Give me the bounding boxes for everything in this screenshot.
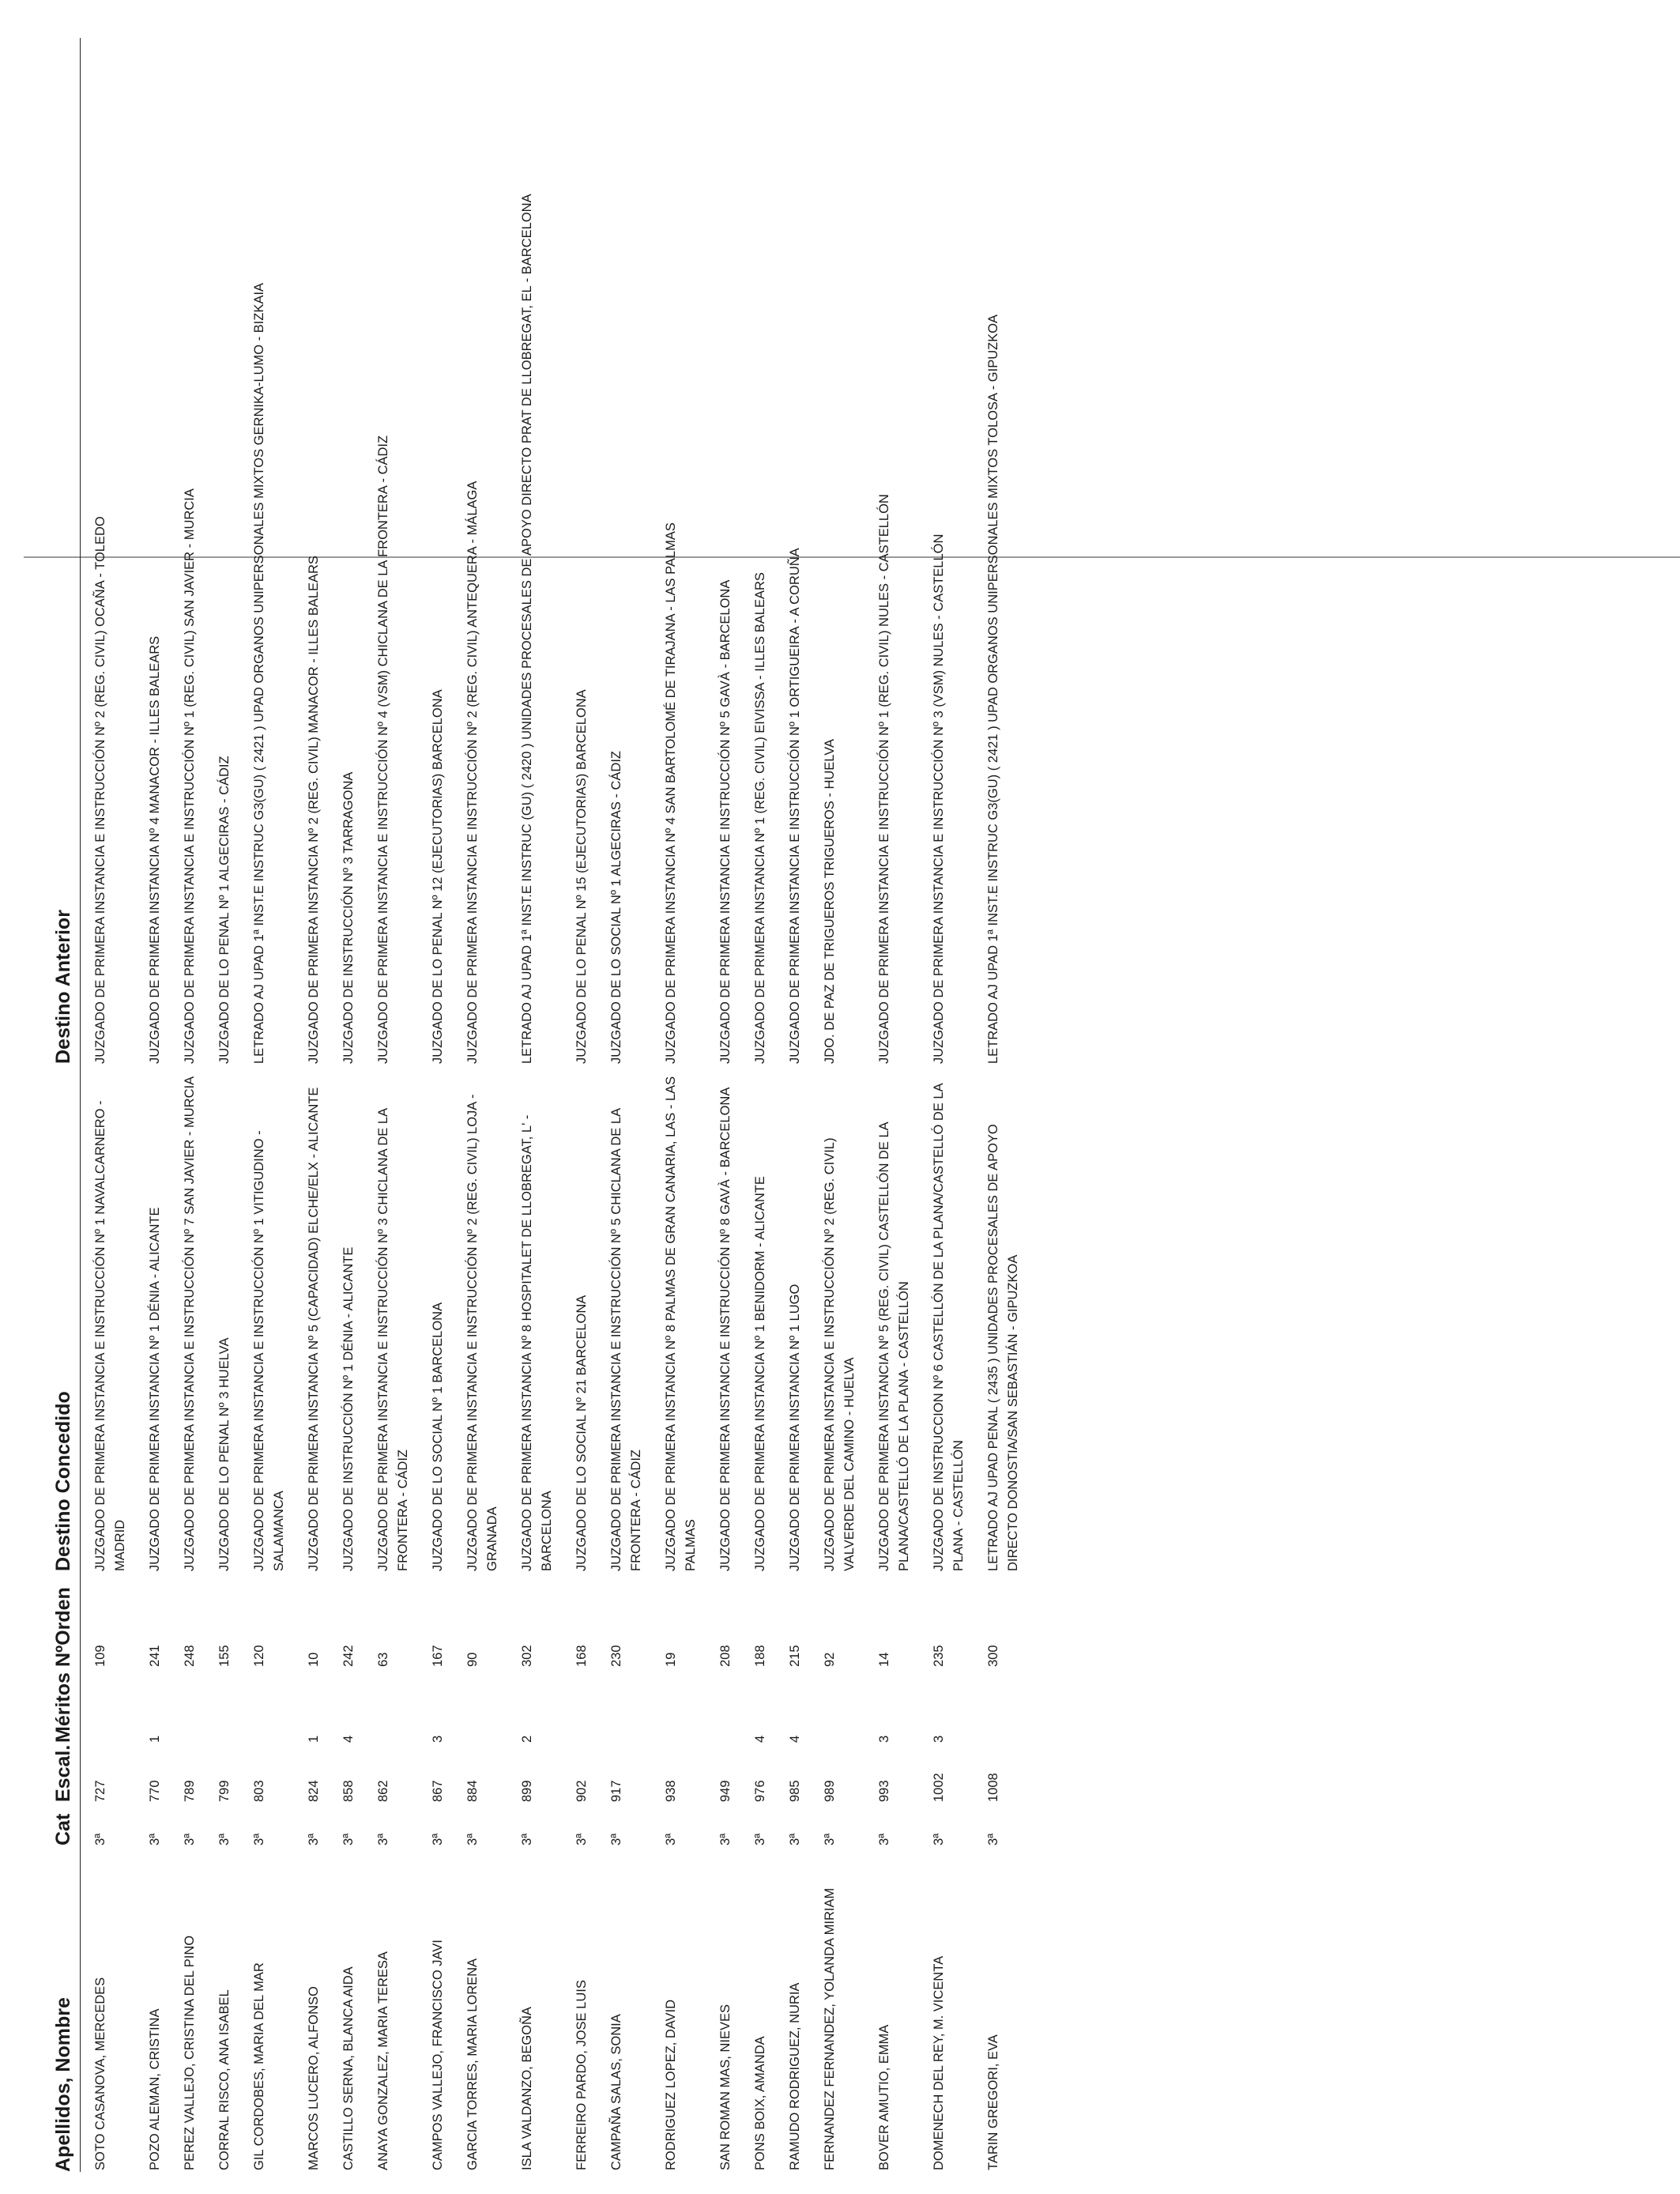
cell-orden: 168 <box>574 1645 589 1667</box>
cell-name: POZO ALEMAN, CRISTINA <box>148 2008 162 2170</box>
cell-destino-anterior: LETRADO AJ UPAD 1ª INST.E INSTRUC G3(GU) ( 2421 ) UPAD ORGANOS UNIPERSONALES MIXTOS GERNIKA-LUMO - BIZKAIA <box>252 282 266 1064</box>
cell-meritos <box>812 1667 867 1743</box>
cell-cat: 3ª <box>252 1833 266 1845</box>
cell-cat: 3ª <box>520 1833 534 1845</box>
table-row <box>137 38 172 2172</box>
cell-orden: 302 <box>520 1645 534 1667</box>
cell-name: CAMPOS VALLEJO, FRANCISCO JAVI <box>431 1940 445 2170</box>
cell-name: ANAYA GONZALEZ, MARIA TERESA <box>376 1951 390 2170</box>
cell-orden: 120 <box>252 1645 266 1667</box>
cell-cat: 3ª <box>217 1833 232 1845</box>
cell-name: PONS BOIX, AMANDA <box>753 2036 767 2170</box>
cell-meritos <box>207 1667 242 1743</box>
cell-orden: 155 <box>217 1645 232 1667</box>
cell-escal: 770 <box>148 1780 162 1802</box>
cell-destino-anterior: JUZGADO DE PRIMERA INSTANCIA E INSTRUCCIÓN Nº 1 (REG. CIVIL) NULES - CASTELLÓN <box>877 494 891 1064</box>
cell-cat: 3ª <box>148 1833 162 1845</box>
cell-orden: 242 <box>341 1645 356 1667</box>
cell-cat: 3ª <box>465 1833 480 1845</box>
cell-escal: 1008 <box>986 1773 1000 1802</box>
cell-cat: 3ª <box>376 1833 390 1845</box>
cell-cat: 3ª <box>877 1833 891 1845</box>
cell-escal: 993 <box>877 1780 891 1802</box>
cell-destino-concedido: JUZGADO DE INSTRUCCIÓN Nº 1 DÉNIA - ALICANTE <box>341 1246 356 1571</box>
table-row <box>296 38 331 2172</box>
cell-name: CORRAL RISCO, ANA ISABEL <box>217 1989 232 2170</box>
cell-name: ISLA VALDANZO, BEGOÑA <box>520 2007 534 2170</box>
cell-destino-concedido: LETRADO AJ UPAD PENAL ( 2435 ) UNIDADES PROCESALES DE APOYO DIRECTO DONOSTIA/SAN SEBASTIÁN - GIPUZKOA <box>986 1124 1020 1571</box>
cell-escal: 985 <box>788 1780 802 1802</box>
cell-orden: 208 <box>718 1645 733 1667</box>
cell-name: GARCIA TORRES, MARIA LORENA <box>465 1958 480 2170</box>
cell-cat: 3ª <box>932 1833 946 1845</box>
cell-cat: 3ª <box>341 1833 356 1845</box>
cell-meritos <box>976 1667 1030 1743</box>
cell-cat: 3ª <box>753 1833 767 1845</box>
cell-cat: 3ª <box>986 1833 1000 1845</box>
cell-destino-anterior: JUZGADO DE PRIMERA INSTANCIA Nº 2 (REG. CIVIL) MANACOR - ILLES BALEARS <box>307 556 321 1064</box>
cell-orden: 10 <box>307 1652 321 1667</box>
cell-destino-concedido: JUZGADO DE INSTRUCCION Nº 6 CASTELLÓN DE LA PLANA/CASTELLÓ DE LA PLANA - CASTELLÓN <box>932 1084 966 1571</box>
cell-cat: 3ª <box>609 1833 623 1845</box>
document-body <box>52 38 1030 2172</box>
cell-destino-concedido: JUZGADO DE PRIMERA INSTANCIA E INSTRUCCIÓN Nº 8 GAVÀ - BARCELONA <box>718 1087 733 1571</box>
cell-name: BOVER AMUTIO, EMMA <box>877 2024 891 2170</box>
cell-destino-concedido: JUZGADO DE PRIMERA INSTANCIA Nº 1 DÉNIA - ALICANTE <box>148 1207 162 1571</box>
cell-destino-anterior: JDO. DE PAZ DE TRIGUEROS TRIGUEROS - HUELVA <box>823 738 837 1064</box>
cell-destino-concedido: JUZGADO DE LO SOCIAL Nº 1 BARCELONA <box>431 1302 445 1571</box>
cell-escal: 902 <box>574 1780 589 1802</box>
cell-meritos: 3 <box>431 1735 445 1743</box>
cell-orden: 92 <box>823 1652 837 1667</box>
table-row <box>366 38 420 2172</box>
cell-orden: 109 <box>93 1645 107 1667</box>
cell-destino-anterior: JUZGADO DE PRIMERA INSTANCIA Nº 1 (REG. CIVIL) EIVISSA - ILLES BALEARS <box>753 572 767 1064</box>
table-row <box>331 38 366 2172</box>
cell-destino-concedido: JUZGADO DE PRIMERA INSTANCIA E INSTRUCCIÓN Nº 1 NAVALCARNERO - MADRID <box>93 1100 127 1571</box>
cell-meritos: 1 <box>307 1735 321 1743</box>
cell-cat: 3ª <box>718 1833 733 1845</box>
cell-cat: 3ª <box>431 1833 445 1845</box>
table-row <box>743 38 778 2172</box>
cell-meritos <box>654 1667 708 1743</box>
cell-escal: 899 <box>520 1780 534 1802</box>
table-body <box>81 38 1031 2172</box>
table-row <box>778 38 812 2172</box>
cell-destino-anterior: JUZGADO DE LO SOCIAL Nº 1 ALGECIRAS - CÁDIZ <box>609 751 623 1064</box>
cell-orden: 14 <box>877 1652 891 1667</box>
cell-destino-concedido: JUZGADO DE PRIMERA INSTANCIA Nº 5 (CAPACIDAD) ELCHE/ELX - ALICANTE <box>307 1087 321 1571</box>
cell-destino-concedido: JUZGADO DE PRIMERA INSTANCIA Nº 8 PALMAS DE GRAN CANARIA, LAS - LAS PALMAS <box>664 1076 698 1571</box>
col-header-orden: NºOrden <box>52 1571 81 1667</box>
cell-destino-anterior: JUZGADO DE PRIMERA INSTANCIA E INSTRUCCIÓN Nº 3 (VSM) NULES - CASTELLÓN <box>932 533 946 1064</box>
cell-cat: 3ª <box>93 1833 107 1845</box>
cell-meritos <box>599 1667 654 1743</box>
cell-destino-anterior: JUZGADO DE PRIMERA INSTANCIA E INSTRUCCIÓN Nº 1 (REG. CIVIL) SAN JAVIER - MURCIA <box>183 488 197 1064</box>
cell-escal: 938 <box>664 1780 678 1802</box>
cell-destino-anterior: JUZGADO DE PRIMERA INSTANCIA E INSTRUCCIÓN Nº 4 (VSM) CHICLANA DE LA FRONTERA - CÁDIZ <box>376 435 390 1064</box>
cell-destino-anterior: JUZGADO DE PRIMERA INSTANCIA Nº 4 SAN BARTOLOMÉ DE TIRAJANA - LAS PALMAS <box>664 522 678 1064</box>
cell-destino-anterior: LETRADO AJ UPAD 1ª INST.E INSTRUC G3(GU) ( 2421 ) UPAD ORGANOS UNIPERSONALES MIXTOS TOLOSA - GIPUZKOA <box>986 314 1000 1064</box>
cell-orden: 241 <box>148 1645 162 1667</box>
cell-destino-concedido: JUZGADO DE PRIMERA INSTANCIA E INSTRUCCIÓN Nº 2 (REG. CIVIL) VALVERDE DEL CAMINO - HUELVA <box>823 1137 857 1571</box>
cell-orden: 230 <box>609 1645 623 1667</box>
cell-meritos: 4 <box>753 1735 767 1743</box>
cell-destino-anterior: JUZGADO DE PRIMERA INSTANCIA Nº 4 MANACOR - ILLES BALEARS <box>148 635 162 1064</box>
cell-name: FERNANDEZ FERNANDEZ, YOLANDA MIRIAM <box>823 1887 837 2170</box>
cell-meritos: 3 <box>877 1735 891 1743</box>
cell-name: SAN ROMAN MAS, NIEVES <box>718 2004 733 2170</box>
cell-orden: 215 <box>788 1645 802 1667</box>
cell-destino-concedido: JUZGADO DE PRIMERA INSTANCIA Nº 1 LUGO <box>788 1284 802 1571</box>
cell-meritos <box>564 1667 599 1743</box>
cell-name: PEREZ VALLEJO, CRISTINA DEL PINO <box>183 1935 197 2170</box>
cell-name: TARIN GREGORI, EVA <box>986 2034 1000 2170</box>
cell-destino-concedido: JUZGADO DE PRIMERA INSTANCIA E INSTRUCCIÓN Nº 7 SAN JAVIER - MURCIA <box>183 1076 197 1571</box>
cell-destino-anterior: LETRADO AJ UPAD 1ª INST.E INSTRUC (GU) ( 2420 ) UNIDADES PROCESALES DE APOYO DIRECTO PRAT DE LLOBREGAT, EL - BARCELONA <box>520 194 534 1064</box>
cell-destino-concedido: JUZGADO DE PRIMERA INSTANCIA Nº 8 HOSPITALET DE LLOBREGAT, L' - BARCELONA <box>520 1114 554 1571</box>
cell-meritos <box>366 1667 420 1743</box>
cell-meritos <box>242 1667 296 1743</box>
cell-destino-anterior: JUZGADO DE INSTRUCCIÓN Nº 3 TARRAGONA <box>341 771 356 1064</box>
table-row <box>976 38 1030 2172</box>
cell-escal: 799 <box>217 1780 232 1802</box>
cell-cat: 3ª <box>823 1833 837 1845</box>
cell-escal: 862 <box>376 1780 390 1802</box>
cell-cat: 3ª <box>183 1833 197 1845</box>
cell-escal: 789 <box>183 1780 197 1802</box>
table-row <box>708 38 743 2172</box>
table-row <box>81 38 138 2172</box>
cell-destino-anterior: JUZGADO DE LO PENAL Nº 1 ALGECIRAS - CÁDIZ <box>217 756 232 1064</box>
cell-orden: 300 <box>986 1645 1000 1667</box>
cell-meritos <box>81 1667 138 1743</box>
cell-escal: 1002 <box>932 1773 946 1802</box>
col-header-meritos: Méritos <box>52 1667 81 1743</box>
cell-meritos: 4 <box>341 1735 356 1743</box>
cell-meritos: 3 <box>932 1735 946 1743</box>
cell-destino-concedido: JUZGADO DE PRIMERA INSTANCIA E INSTRUCCIÓN Nº 2 (REG. CIVIL) LOJA - GRANADA <box>465 1094 499 1571</box>
cell-name: FERREIRO PARDO, JOSE LUIS <box>574 1980 589 2170</box>
cell-orden: 248 <box>183 1645 197 1667</box>
cell-destino-concedido: JUZGADO DE PRIMERA INSTANCIA E INSTRUCCIÓN Nº 5 CHICLANA DE LA FRONTERA - CÁDIZ <box>609 1108 643 1571</box>
cell-name: CASTILLO SERNA, BLANCA AIDA <box>341 1966 356 2170</box>
cell-escal: 803 <box>252 1780 266 1802</box>
cell-meritos <box>708 1667 743 1743</box>
cell-cat: 3ª <box>307 1833 321 1845</box>
cell-orden: 90 <box>465 1652 480 1667</box>
cell-destino-anterior: JUZGADO DE PRIMERA INSTANCIA E INSTRUCCIÓN Nº 2 (REG. CIVIL) ANTEQUERA - MÁLAGA <box>465 481 480 1064</box>
col-header-destino-concedido: Destino Concedido <box>52 1064 81 1571</box>
cell-escal: 824 <box>307 1780 321 1802</box>
cell-cat: 3ª <box>664 1833 678 1845</box>
cell-escal: 949 <box>718 1780 733 1802</box>
cell-destino-concedido: JUZGADO DE PRIMERA INSTANCIA Nº 1 BENIDORM - ALICANTE <box>753 1176 767 1571</box>
table-row <box>867 38 921 2172</box>
cell-orden: 63 <box>376 1652 390 1667</box>
cell-destino-concedido: JUZGADO DE LO SOCIAL Nº 21 BARCELONA <box>574 1295 589 1571</box>
cell-name: CAMPAÑA SALAS, SONIA <box>609 2014 623 2170</box>
table-row <box>921 38 976 2172</box>
cell-name: MARCOS LUCERO, ALFONSO <box>307 1986 321 2170</box>
cell-orden: 167 <box>431 1645 445 1667</box>
cell-destino-anterior: JUZGADO DE LO PENAL Nº 15 (EJECUTORIAS) BARCELONA <box>574 689 589 1064</box>
cell-destino-anterior: JUZGADO DE PRIMERA INSTANCIA E INSTRUCCIÓN Nº 2 (REG. CIVIL) OCAÑA - TOLEDO <box>93 516 107 1064</box>
table-row <box>455 38 510 2172</box>
cell-escal: 884 <box>465 1780 480 1802</box>
cell-escal: 976 <box>753 1780 767 1802</box>
cell-meritos: 4 <box>788 1735 802 1743</box>
table-row <box>654 38 708 2172</box>
cell-meritos: 2 <box>520 1735 534 1743</box>
cell-name: SOTO CASANOVA, MERCEDES <box>93 1977 107 2170</box>
cell-name: RAMUDO RODRIGUEZ, NURIA <box>788 1982 802 2170</box>
destinations-table <box>52 38 1030 2172</box>
table-row <box>172 38 207 2172</box>
cell-orden: 19 <box>664 1652 678 1667</box>
cell-orden: 188 <box>753 1645 767 1667</box>
table-row <box>242 38 296 2172</box>
cell-destino-anterior: JUZGADO DE PRIMERA INSTANCIA E INSTRUCCIÓN Nº 5 GAVÀ - BARCELONA <box>718 579 733 1064</box>
cell-destino-anterior: JUZGADO DE LO PENAL Nº 12 (EJECUTORIAS) BARCELONA <box>431 689 445 1064</box>
col-header-destino-anterior: Destino Anterior <box>52 38 81 1064</box>
table-row <box>420 38 455 2172</box>
cell-orden: 235 <box>932 1645 946 1667</box>
table-row <box>564 38 599 2172</box>
table-row <box>510 38 564 2172</box>
cell-destino-concedido: JUZGADO DE LO PENAL Nº 3 HUELVA <box>217 1337 232 1571</box>
table-row <box>599 38 654 2172</box>
cell-destino-concedido: JUZGADO DE PRIMERA INSTANCIA Nº 5 (REG. CIVIL) CASTELLÓN DE LA PLANA/CASTELLÓ DE LA PLANA - CASTELLÓN <box>877 1122 911 1571</box>
cell-escal: 727 <box>93 1780 107 1802</box>
col-header-escal: Escal. <box>52 1743 81 1802</box>
col-header-cat: Cat <box>52 1802 81 1845</box>
cell-escal: 858 <box>341 1780 356 1802</box>
table-header-row <box>52 38 81 2172</box>
cell-meritos: 1 <box>148 1735 162 1743</box>
cell-escal: 867 <box>431 1780 445 1802</box>
col-header-name: Apellidos, Nombre <box>52 1845 81 2172</box>
table-row <box>812 38 867 2172</box>
cell-cat: 3ª <box>574 1833 589 1845</box>
cell-meritos <box>455 1667 510 1743</box>
cell-cat: 3ª <box>788 1833 802 1845</box>
cell-name: GIL CORDOBES, MARIA DEL MAR <box>252 1962 266 2170</box>
cell-escal: 917 <box>609 1780 623 1802</box>
cell-name: RODRIGUEZ LOPEZ, DAVID <box>664 1999 678 2170</box>
cell-destino-concedido: JUZGADO DE PRIMERA INSTANCIA E INSTRUCCIÓN Nº 3 CHICLANA DE LA FRONTERA - CÁDIZ <box>376 1108 410 1571</box>
cell-name: DOMENECH DEL REY, M. VICENTA <box>932 1955 946 2170</box>
table-row <box>207 38 242 2172</box>
cell-destino-concedido: JUZGADO DE PRIMERA INSTANCIA E INSTRUCCIÓN Nº 1 VITIGUDINO - SALAMANCA <box>252 1130 286 1571</box>
cell-meritos <box>172 1667 207 1743</box>
cell-destino-anterior: JUZGADO DE PRIMERA INSTANCIA E INSTRUCCIÓN Nº 1 ORTIGUEIRA - A CORUÑA <box>788 548 802 1064</box>
cell-escal: 989 <box>823 1780 837 1802</box>
